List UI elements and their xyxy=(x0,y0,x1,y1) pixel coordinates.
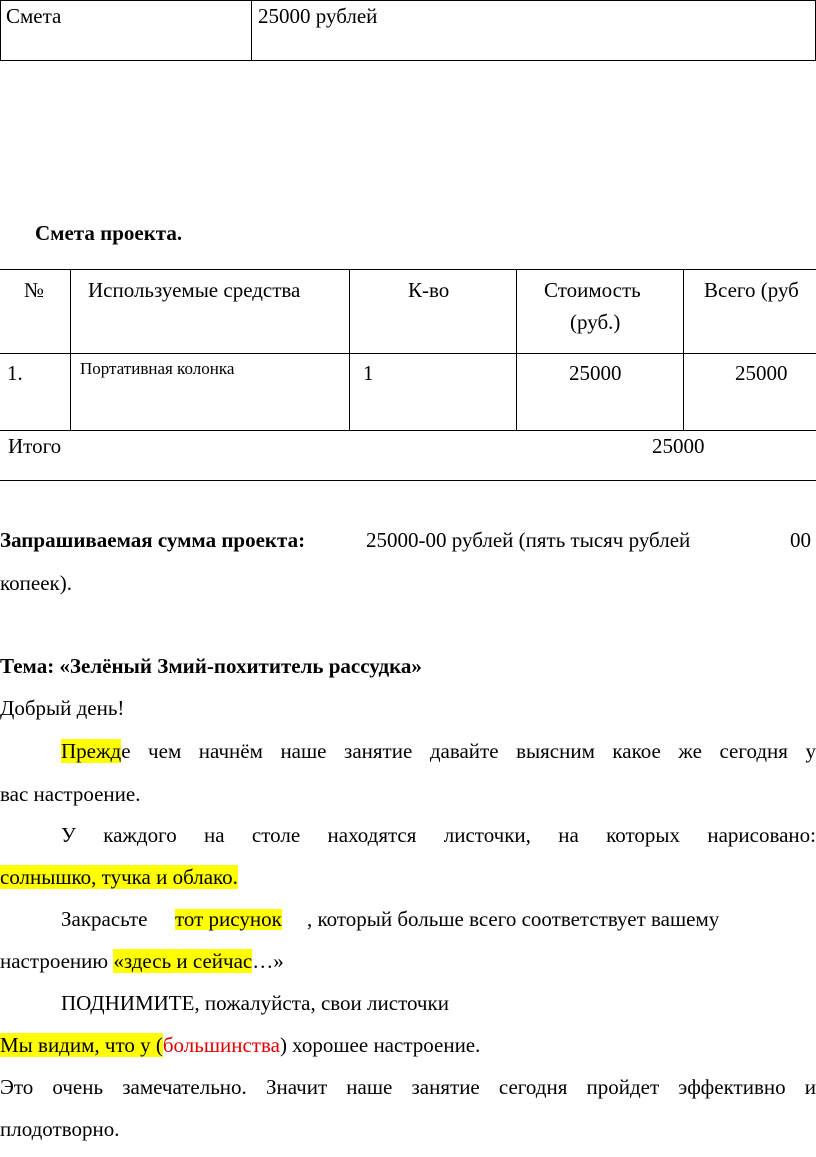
budget-heading: Смета проекта. xyxy=(35,221,183,245)
highlighted-text: тот рисунок xyxy=(175,907,282,931)
estimate-summary-table xyxy=(0,0,816,61)
estimate-value: 25000 рублей xyxy=(258,4,378,28)
requested-value-line2: копеек). xyxy=(0,571,72,595)
paragraph-6-line1: Это очень замечательно. Значит наше занятие сегодня пройдет эффективно и xyxy=(0,1075,816,1099)
table-line xyxy=(0,269,816,270)
row-means: Портативная колонка xyxy=(80,359,235,378)
table-line xyxy=(683,269,684,430)
table-border-mid xyxy=(251,0,252,61)
paragraph-2-line1: У каждого на столе находятся листочки, на которых нарисовано: xyxy=(61,823,816,847)
table-line xyxy=(0,430,816,431)
highlighted-text: солнышко, тучка и облако. xyxy=(0,865,238,889)
estimate-label: Смета xyxy=(6,4,62,28)
paragraph-5 xyxy=(0,1035,480,1056)
row-cost: 25000 xyxy=(569,361,622,385)
itogo-value: 25000 xyxy=(652,434,705,458)
table-line xyxy=(0,353,816,354)
requested-cents: 00 xyxy=(790,528,811,552)
requested-label: Запрашиваемая сумма проекта: xyxy=(0,528,306,552)
table-line xyxy=(516,269,517,430)
paragraph-text: настроению xyxy=(0,949,109,973)
header-num: № xyxy=(24,278,45,302)
highlighted-text: Прежд xyxy=(61,739,122,763)
header-cost-line2: (руб.) xyxy=(570,310,621,334)
requested-value: 25000-00 рублей (пять тысяч рублей xyxy=(366,528,691,552)
paragraph-4: ПОДНИМИТЕ, пожалуйста, свои листочки xyxy=(61,991,449,1015)
table-border-bottom xyxy=(0,60,816,61)
paragraph-1-line2: вас настроение. xyxy=(0,782,141,806)
highlighted-text: «здесь и сейчас xyxy=(113,949,253,973)
table-border-left xyxy=(0,0,1,61)
paragraph-text: ) хорошее настроение. xyxy=(279,1033,481,1057)
row-num: 1. xyxy=(7,361,23,385)
paragraph-text: Закрасьте xyxy=(61,907,148,931)
paragraph-text: е чем начнём наше занятие давайте выясним какое же сегодня у xyxy=(121,739,816,763)
header-cost-line1: Стоимость xyxy=(544,278,641,302)
paragraph-2-line2 xyxy=(0,867,238,888)
paragraph-3-line2 xyxy=(0,951,284,972)
header-qty: К-во xyxy=(408,278,450,302)
paragraph-text: …» xyxy=(252,949,284,973)
paragraph-6-line2: плодотворно. xyxy=(0,1117,120,1141)
red-text: большинства xyxy=(162,1033,280,1057)
row-total: 25000 xyxy=(735,361,788,385)
header-means: Используемые средства xyxy=(88,278,301,302)
table-line xyxy=(70,269,71,430)
lesson-theme: Тема: «Зелёный Змий-похититель рассудка» xyxy=(0,654,422,678)
highlighted-text: Мы видим, что у ( xyxy=(0,1033,163,1057)
itogo-label: Итого xyxy=(8,434,62,458)
table-line xyxy=(0,480,816,481)
paragraph-text: , который больше всего соответствует вашему xyxy=(307,907,720,931)
header-total: Всего (руб xyxy=(704,278,799,302)
table-border-top xyxy=(0,0,816,1)
row-qty: 1 xyxy=(363,361,374,385)
paragraph-1-line1 xyxy=(61,741,816,762)
lesson-greeting: Добрый день! xyxy=(0,696,125,720)
table-line xyxy=(349,269,350,430)
